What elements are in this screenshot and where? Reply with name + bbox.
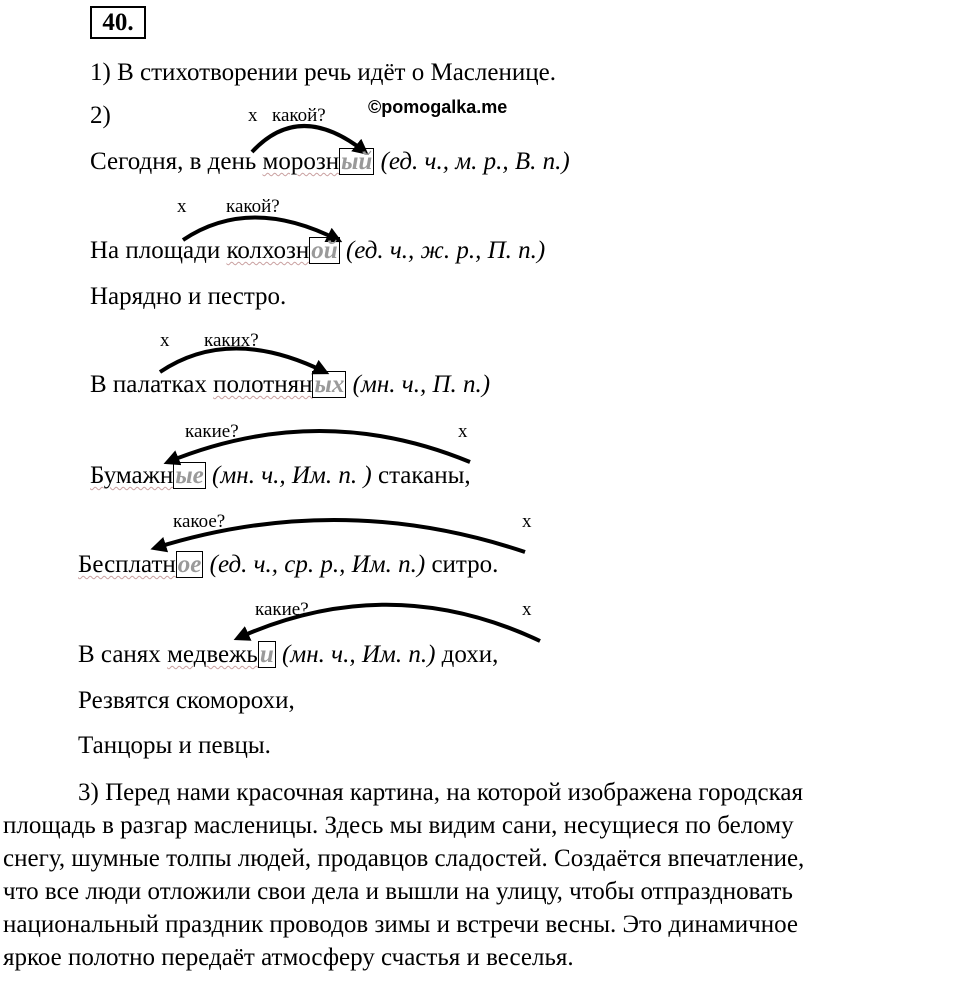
question-label-1: какой?	[272, 105, 326, 126]
poem-line-3: Нарядно и пестро.	[90, 283, 287, 310]
question-x-5: x	[458, 421, 468, 442]
poem-line-6-ending: ое	[177, 551, 202, 578]
poem-line-4	[90, 371, 490, 398]
poem-line-1	[90, 148, 570, 175]
poem-line-4-ending: ых	[314, 371, 345, 398]
question-label-4: каких?	[204, 330, 259, 351]
poem-line-1-pre: Сегодня, в день	[90, 148, 263, 175]
question-x-7: x	[522, 599, 532, 620]
poem-line-5-post: стаканы,	[371, 462, 471, 489]
item-1-text: 1) В стихотворении речь идёт о Масленице.	[90, 59, 556, 86]
poem-line-4-stem: полотнян	[213, 371, 313, 398]
question-label-2: какой?	[226, 196, 280, 217]
item-3-line-4: что все люди отложили свои дела и вышли на улицу, чтобы отпраздновать	[3, 878, 793, 905]
arrow-line-4	[160, 349, 325, 373]
poem-line-4-pre: В палатках	[90, 371, 214, 398]
poem-line-7-post: дохи,	[435, 641, 499, 668]
poem-line-7-stem: медвежь	[167, 641, 258, 668]
question-x-1: x	[248, 105, 258, 126]
poem-line-6-stem: Бесплатн	[78, 551, 176, 578]
question-label-6: какое?	[173, 511, 226, 532]
poem-line-6-grammar: (ед. ч., ср. р., Им. п.)	[203, 551, 426, 578]
poem-line-1-grammar: (ед. ч., м. р., В. п.)	[374, 148, 570, 175]
question-x-4: x	[160, 330, 170, 351]
poem-line-4-grammar: (мн. ч., П. п.)	[346, 371, 491, 398]
exercise-number: 40.	[90, 6, 146, 39]
poem-line-2-ending: ой	[311, 237, 338, 264]
poem-line-5-ending: ые	[175, 462, 204, 489]
poem-line-6	[78, 551, 498, 578]
item-3-line-5: национальный праздник проводов зимы и встречи весны. Это динамичное	[3, 911, 798, 938]
item-3-line-6: яркое полотно передаёт атмосферу счастья и веселья.	[3, 944, 574, 971]
question-x-2: x	[177, 196, 187, 217]
item-2-label: 2)	[90, 102, 111, 129]
poem-line-2-stem: колхозн	[226, 237, 310, 264]
poem-line-2-pre: На площади	[90, 237, 227, 264]
item-3-line-1: 3) Перед нами красочная картина, на которой изображена городская	[78, 779, 803, 806]
poem-line-1-ending: ый	[341, 148, 373, 175]
poem-line-5-stem: Бумажн	[90, 462, 174, 489]
poem-line-9: Танцоры и певцы.	[78, 732, 271, 759]
poem-line-7-pre: В санях	[78, 641, 168, 668]
poem-line-5	[90, 462, 471, 489]
poem-line-6-post: ситро.	[425, 551, 499, 578]
item-3-line-2: площадь в разгар масленицы. Здесь мы видим сани, несущиеся по белому	[3, 812, 794, 839]
poem-line-7-grammar: (мн. ч., Им. п.)	[275, 641, 436, 668]
question-x-6: x	[522, 511, 532, 532]
poem-line-2	[90, 237, 545, 264]
poem-line-7	[78, 641, 498, 668]
poem-line-2-grammar: (ед. ч., ж. р., П. п.)	[339, 237, 546, 264]
question-label-5: какие?	[185, 421, 239, 442]
question-label-7: какие?	[255, 599, 309, 620]
poem-line-7-ending: и	[259, 641, 274, 668]
poem-line-5-grammar: (мн. ч., Им. п. )	[205, 462, 372, 489]
poem-line-1-stem: морозн	[262, 148, 340, 175]
poem-line-8: Резвятся скоморохи,	[78, 687, 295, 714]
item-3-line-3: снегу, шумные толпы людей, продавцов сладостей. Создаётся впечатление,	[3, 845, 805, 872]
watermark: ©pomogalka.me	[368, 97, 508, 117]
